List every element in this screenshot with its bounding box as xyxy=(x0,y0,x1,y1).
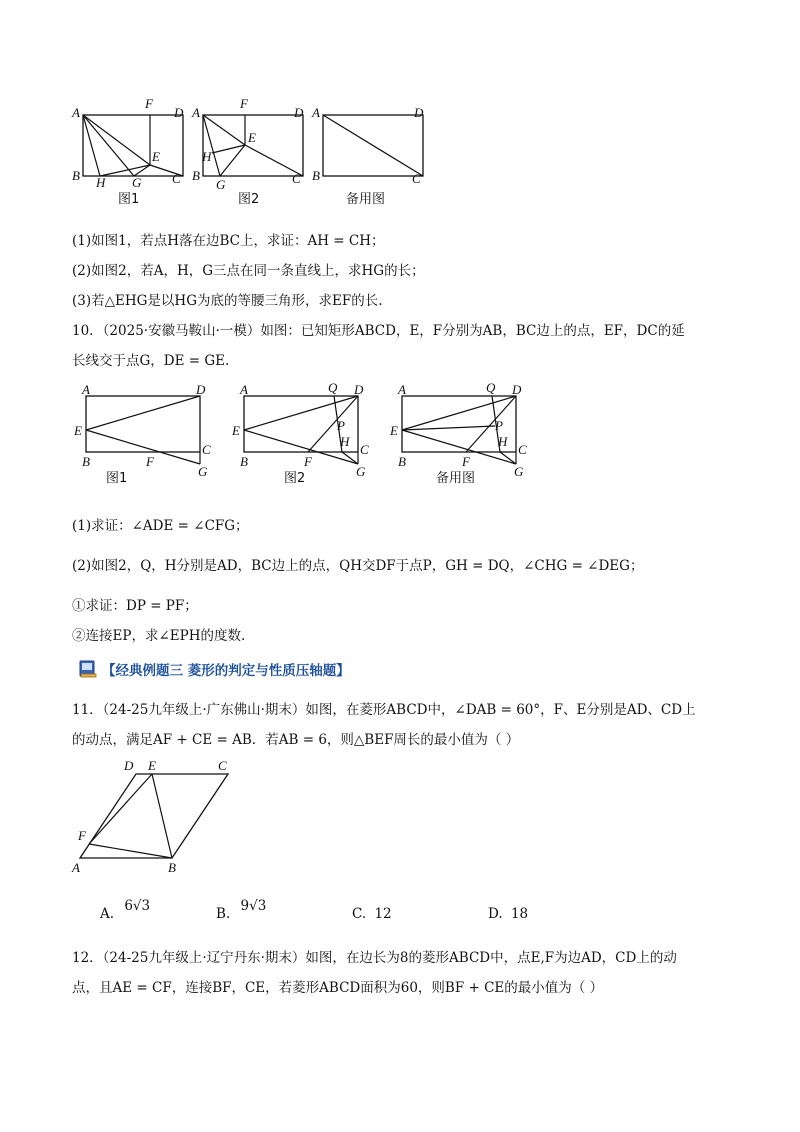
label-D: D xyxy=(294,105,304,120)
section-title: 【经典例题三 菱形的判定与性质压轴题】 xyxy=(102,663,350,679)
label-D: D xyxy=(174,105,184,120)
label-F: F xyxy=(146,454,154,469)
q10-part2: (2)如图2，Q，H分别是AD，BC边上的点，QH交DF于点P，GH = DQ，∠CHG = ∠DEG； xyxy=(72,558,644,574)
label-C: C xyxy=(360,442,369,457)
q11-stem-line2: 的动点，满足AF + CE = AB．若AB = 6，则△BEF周长的最小值为（ ） xyxy=(72,732,520,748)
label-C: C xyxy=(518,442,527,457)
label-E: E xyxy=(152,149,160,164)
label-C: C xyxy=(218,758,227,773)
q11-figure-svg xyxy=(68,760,248,880)
q9-part1: (1)如图1，若点H落在边BC上，求证：AH = CH； xyxy=(72,233,385,249)
q10-sub2: ②连接EP，求∠EPH的度数. xyxy=(72,628,246,644)
label-F: F xyxy=(78,828,86,843)
label-C: C xyxy=(412,171,421,186)
label-B: B xyxy=(312,168,320,183)
q10-figure-2 xyxy=(228,378,378,492)
q12-stem-line2: 点，且AE = CF，连接BF，CE，若菱形ABCD面积为60，则BF + CE的最小值为（ ） xyxy=(72,980,604,996)
option-value: 9√3 xyxy=(240,898,267,914)
label-G: G xyxy=(132,175,142,190)
label-H: H xyxy=(202,149,212,164)
label-E: E xyxy=(148,758,156,773)
q10-stem-line2: 长线交于点G，DE = GE. xyxy=(72,353,230,369)
q9-figure-spare xyxy=(310,95,435,214)
q11-option-d[interactable] xyxy=(488,906,528,922)
label-D: D xyxy=(196,382,206,397)
section-banner xyxy=(78,659,350,679)
label-D: D xyxy=(124,758,134,773)
label-E: E xyxy=(232,423,240,438)
option-value: 18 xyxy=(510,906,529,922)
option-key: D. xyxy=(488,906,503,922)
label-G: G xyxy=(514,464,524,479)
label-E: E xyxy=(248,130,256,145)
caption-fig1: 图1 xyxy=(118,192,140,207)
label-C: C xyxy=(292,171,301,186)
q11-figure xyxy=(68,760,248,884)
label-F: F xyxy=(304,454,312,469)
label-G: G xyxy=(356,464,366,479)
q10-stem-line1: 10．（2025·安徽马鞍山·一模）如图：已知矩形ABCD，E，F分别为AB，BC边上的点，EF，DC的延 xyxy=(72,323,685,339)
q10-figure-1 xyxy=(70,378,220,492)
label-E: E xyxy=(390,423,398,438)
label-A: A xyxy=(72,105,80,120)
caption-fig2: 图2 xyxy=(284,471,306,486)
label-D: D xyxy=(512,382,522,397)
label-B: B xyxy=(72,168,80,183)
q9-figure-1 xyxy=(70,95,190,214)
q9-figure-spare-svg xyxy=(310,95,435,210)
q11-option-c[interactable] xyxy=(352,906,392,922)
label-B: B xyxy=(192,168,200,183)
q9-figure-1-svg xyxy=(70,95,190,210)
label-E: E xyxy=(74,423,82,438)
q10-figure-spare xyxy=(386,378,536,492)
book-icon xyxy=(78,659,98,679)
label-A: A xyxy=(312,105,320,120)
label-F: F xyxy=(240,96,248,111)
label-G: G xyxy=(216,177,226,192)
label-P: P xyxy=(337,418,345,433)
label-F: F xyxy=(145,96,153,111)
option-key: C. xyxy=(352,906,367,922)
q9-part2: (2)如图2，若A，H，G三点在同一条直线上，求HG的长； xyxy=(72,263,425,279)
label-B: B xyxy=(82,454,90,469)
label-B: B xyxy=(168,860,176,875)
label-A: A xyxy=(240,382,248,397)
label-P: P xyxy=(495,418,503,433)
label-H: H xyxy=(96,175,106,190)
q10-figure-2-svg xyxy=(228,378,378,488)
q9-figure-2-svg xyxy=(190,95,310,210)
label-H: H xyxy=(498,434,508,449)
label-C: C xyxy=(172,171,181,186)
label-C: C xyxy=(202,442,211,457)
label-B: B xyxy=(240,454,248,469)
q10-part1: (1)求证：∠ADE = ∠CFG； xyxy=(72,518,249,534)
label-G: G xyxy=(198,464,208,479)
q10-figure-spare-svg xyxy=(386,378,536,488)
q9-part3: (3)若△EHG是以HG为底的等腰三角形，求EF的长. xyxy=(72,293,383,309)
q10-figure-1-svg xyxy=(70,378,220,488)
label-D: D xyxy=(354,382,364,397)
q9-figure-2 xyxy=(190,95,310,214)
label-Q: Q xyxy=(328,380,338,395)
option-key: A. xyxy=(100,906,115,922)
label-Q: Q xyxy=(486,380,496,395)
label-D: D xyxy=(414,105,424,120)
q11-option-a[interactable] xyxy=(100,898,151,922)
option-key: B. xyxy=(216,906,231,922)
q10-sub1: ①求证：DP = PF； xyxy=(72,598,198,614)
caption-spare: 备用图 xyxy=(346,192,386,207)
q11-stem-line1: 11．（24-25九年级上·广东佛山·期末）如图，在菱形ABCD中，∠DAB = 60°，F、E分别是AD、CD上 xyxy=(72,702,696,718)
label-H: H xyxy=(340,434,350,449)
label-A: A xyxy=(192,105,200,120)
option-value: 6√3 xyxy=(124,898,151,914)
option-value: 12 xyxy=(374,906,392,922)
q11-option-b[interactable] xyxy=(216,898,267,922)
caption-fig2: 图2 xyxy=(238,192,260,207)
q12-stem-line1: 12．（24-25九年级上·辽宁丹东·期末）如图，在边长为8的菱形ABCD中，点E,F为边AD，CD上的动 xyxy=(72,950,677,966)
label-A: A xyxy=(398,382,406,397)
label-B: B xyxy=(398,454,406,469)
label-F: F xyxy=(462,454,470,469)
label-A: A xyxy=(82,382,90,397)
caption-fig1: 图1 xyxy=(106,471,128,486)
caption-spare: 备用图 xyxy=(436,471,476,486)
label-A: A xyxy=(72,860,80,875)
